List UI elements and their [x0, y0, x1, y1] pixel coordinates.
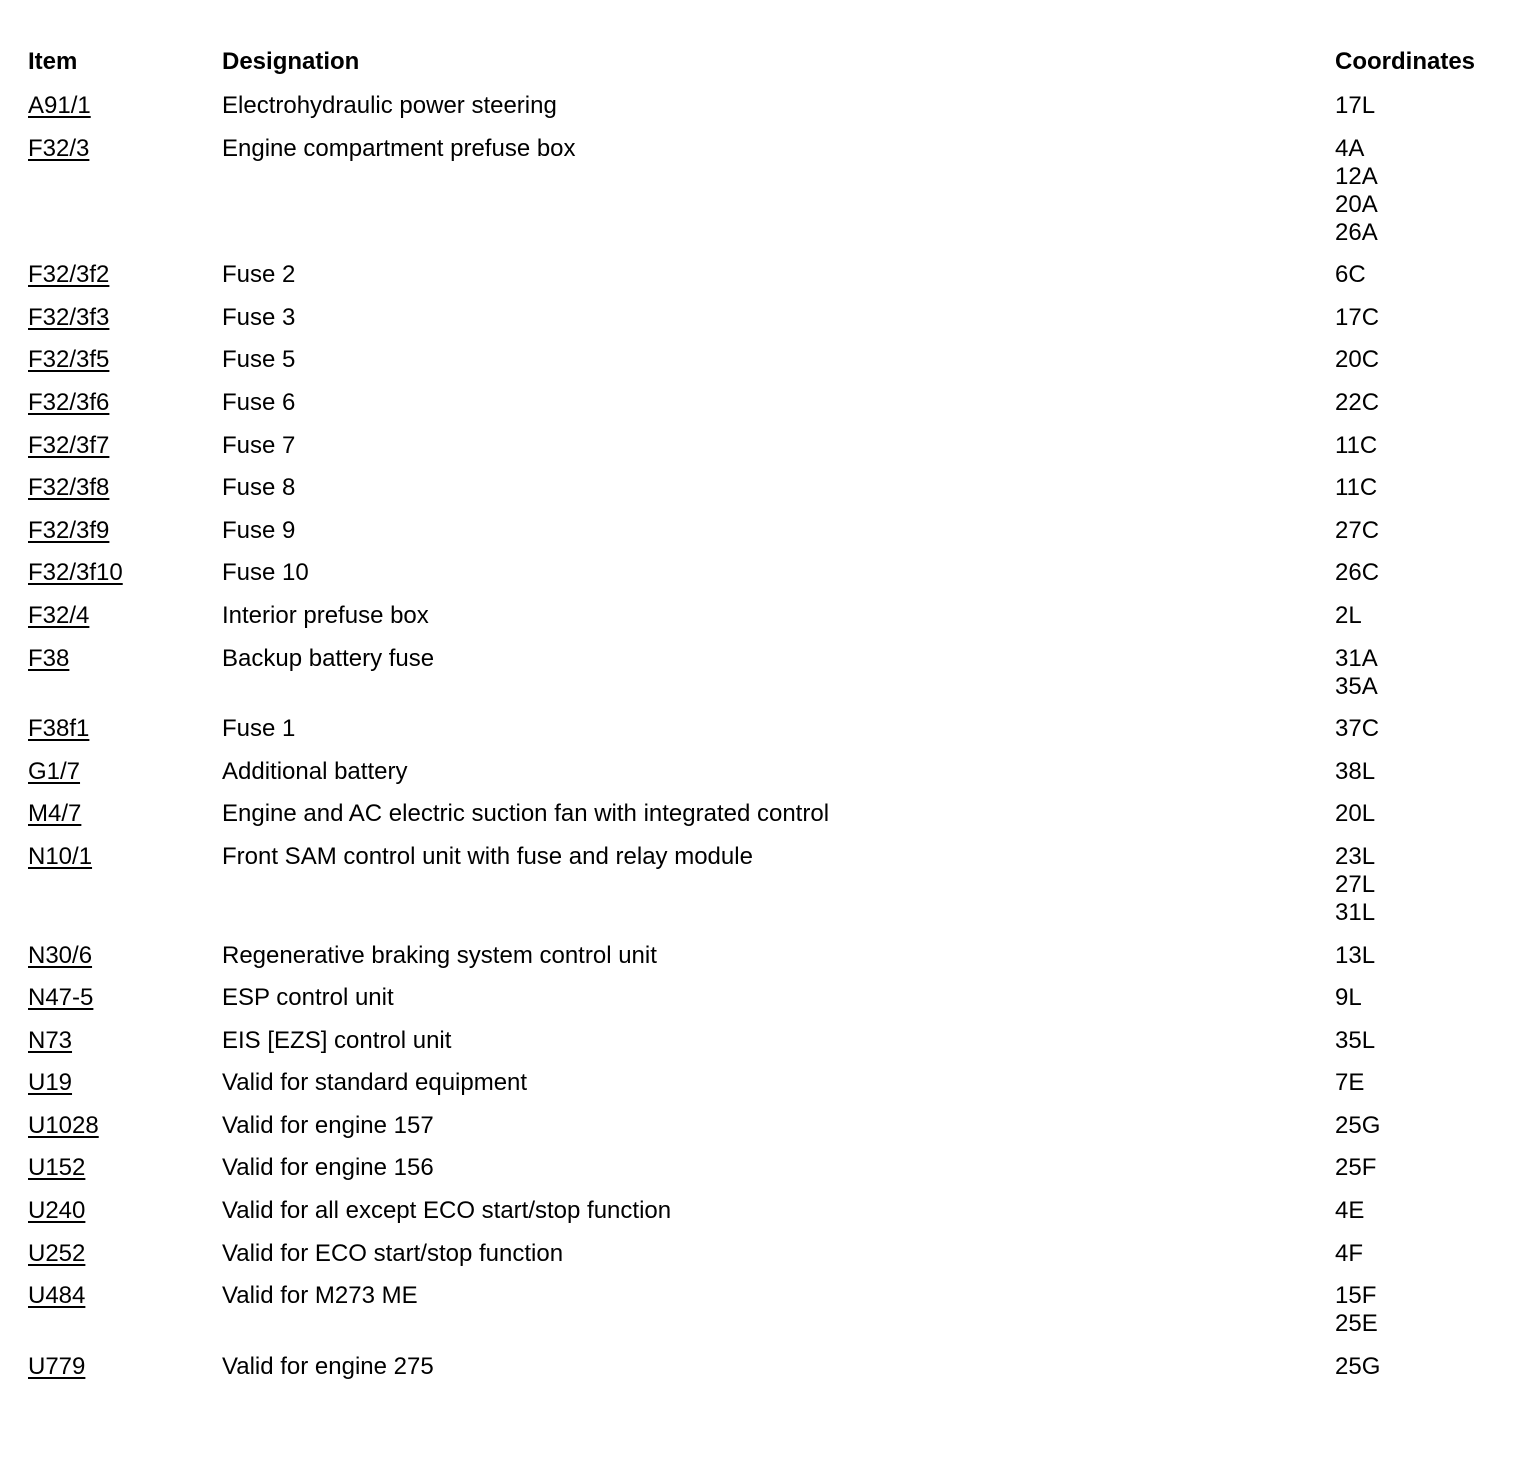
coordinate-value: 22C: [1335, 388, 1380, 416]
designation-text: Fuse 8: [222, 474, 296, 502]
item-link[interactable]: F38f1: [28, 715, 90, 743]
coordinate-value: 2L: [1335, 601, 1362, 629]
coordinate-value: 31A: [1335, 644, 1378, 672]
coordinate-value: 31L: [1335, 898, 1376, 926]
designation-text: Electrohydraulic power steering: [222, 92, 557, 119]
coordinate-value: 27C: [1335, 516, 1380, 544]
designation-text: Valid for ECO start/stop function: [222, 1239, 564, 1267]
table-row: [28, 385, 1508, 428]
item-link[interactable]: U1028: [28, 1111, 99, 1139]
table-row: [28, 1278, 1508, 1349]
coordinate-value: 4A: [1335, 134, 1365, 162]
coordinate-value: 4F: [1335, 1239, 1364, 1267]
item-link[interactable]: F38: [28, 644, 70, 672]
designation-text: Regenerative braking system control unit: [222, 941, 657, 969]
item-link[interactable]: U252: [28, 1239, 86, 1267]
table-row: [28, 641, 1508, 712]
header-item: Item: [28, 48, 78, 75]
table-row: [28, 428, 1508, 471]
table-row: [28, 1065, 1508, 1108]
coordinate-value: 37C: [1335, 715, 1380, 743]
coordinate-value: 25G: [1335, 1111, 1381, 1139]
table-body: [28, 88, 1508, 1391]
coordinate-value: 26A: [1335, 218, 1378, 246]
table-row: [28, 1236, 1508, 1279]
coordinate-value: 20C: [1335, 346, 1380, 374]
coordinate-value: 6C: [1335, 261, 1366, 289]
item-link[interactable]: F32/3f2: [28, 261, 110, 289]
designation-text: Interior prefuse box: [222, 601, 429, 629]
coordinate-value: 11C: [1335, 474, 1378, 502]
item-link[interactable]: U152: [28, 1154, 86, 1182]
table-row: [28, 796, 1508, 839]
table-row: [28, 1349, 1508, 1392]
item-link[interactable]: M4/7: [28, 800, 82, 828]
designation-text: Valid for engine 157: [222, 1111, 434, 1139]
coordinate-value: 25F: [1335, 1154, 1377, 1182]
designation-text: Fuse 2: [222, 261, 296, 289]
table-row: [28, 1193, 1508, 1236]
item-link[interactable]: U779: [28, 1352, 86, 1380]
coordinate-value: 12A: [1335, 162, 1378, 190]
coordinate-value: 15F: [1335, 1282, 1377, 1310]
designation-text: Fuse 7: [222, 431, 296, 459]
item-link[interactable]: N10/1: [28, 842, 93, 870]
item-link[interactable]: F32/3f7: [28, 431, 110, 459]
table-row: [28, 1108, 1508, 1151]
table-row: [28, 1023, 1508, 1066]
coordinate-value: 23L: [1335, 842, 1376, 870]
coordinate-value: 35L: [1335, 1026, 1376, 1054]
coordinate-value: 20L: [1335, 800, 1376, 828]
designation-text: Valid for engine 156: [222, 1154, 434, 1182]
designation-text: Engine and AC electric suction fan with integrated control: [222, 800, 830, 828]
table-row: [28, 257, 1508, 300]
item-link[interactable]: U240: [28, 1197, 86, 1225]
table-row: [28, 555, 1508, 598]
header-designation: Designation: [222, 48, 360, 75]
coordinate-value: 11C: [1335, 431, 1378, 459]
designation-text: Front SAM control unit with fuse and relay module: [222, 842, 753, 870]
table-row: [28, 300, 1508, 343]
designation-text: Engine compartment prefuse box: [222, 134, 576, 162]
table-row: [28, 470, 1508, 513]
table-row: [28, 980, 1508, 1023]
coordinate-value: 38L: [1335, 757, 1376, 785]
designation-text: Fuse 10: [222, 559, 309, 587]
designation-text: Fuse 5: [222, 346, 296, 374]
table-row: [28, 131, 1508, 258]
designation-text: Backup battery fuse: [222, 644, 435, 672]
coordinate-value: 25G: [1335, 1352, 1381, 1380]
header-coordinates: Coordinates: [1335, 48, 1476, 75]
coordinate-value: 9L: [1335, 984, 1362, 1012]
table-header: [28, 44, 1508, 88]
coordinate-value: 4E: [1335, 1197, 1365, 1225]
coordinate-value: 35A: [1335, 672, 1378, 700]
designation-text: EIS [EZS] control unit: [222, 1026, 452, 1054]
designation-text: Fuse 6: [222, 388, 296, 416]
legend-table: [28, 44, 1508, 1391]
table-row: [28, 1150, 1508, 1193]
item-link[interactable]: U484: [28, 1282, 86, 1310]
item-link[interactable]: F32/3f6: [28, 388, 110, 416]
item-link[interactable]: N30/6: [28, 941, 93, 969]
item-link[interactable]: N47-5: [28, 984, 94, 1012]
table-row: [28, 513, 1508, 556]
item-link[interactable]: F32/3f10: [28, 559, 123, 587]
table-row: [28, 711, 1508, 754]
table-row: [28, 754, 1508, 797]
table-row: [28, 88, 1508, 131]
coordinate-value: 17L: [1335, 92, 1376, 119]
table-row: [28, 938, 1508, 981]
item-link[interactable]: A91/1: [28, 92, 91, 119]
designation-text: Valid for M273 ME: [222, 1282, 418, 1310]
item-link[interactable]: F32/3f9: [28, 516, 110, 544]
designation-text: Fuse 1: [222, 715, 296, 743]
table-row: [28, 839, 1508, 938]
item-link[interactable]: F32/3: [28, 134, 90, 162]
item-link[interactable]: F32/3f8: [28, 474, 110, 502]
coordinate-value: 13L: [1335, 941, 1376, 969]
designation-text: Valid for all except ECO start/stop function: [222, 1197, 672, 1225]
designation-text: Fuse 3: [222, 303, 296, 331]
designation-text: Fuse 9: [222, 516, 296, 544]
designation-text: Valid for engine 275: [222, 1352, 434, 1380]
coordinate-value: 26C: [1335, 559, 1380, 587]
designation-text: Valid for standard equipment: [222, 1069, 528, 1097]
item-link[interactable]: F32/4: [28, 601, 90, 629]
table-row: [28, 598, 1508, 641]
item-link[interactable]: U19: [28, 1069, 73, 1097]
designation-text: Additional battery: [222, 757, 408, 785]
item-link[interactable]: F32/3f3: [28, 303, 110, 331]
table-row: [28, 342, 1508, 385]
coordinate-value: 7E: [1335, 1069, 1365, 1097]
item-link[interactable]: N73: [28, 1026, 73, 1054]
coordinate-value: 25E: [1335, 1310, 1378, 1338]
designation-text: ESP control unit: [222, 984, 394, 1012]
coordinate-value: 20A: [1335, 190, 1378, 218]
item-link[interactable]: F32/3f5: [28, 346, 110, 374]
coordinate-value: 27L: [1335, 870, 1376, 898]
coordinate-value: 17C: [1335, 303, 1380, 331]
item-link[interactable]: G1/7: [28, 757, 81, 785]
